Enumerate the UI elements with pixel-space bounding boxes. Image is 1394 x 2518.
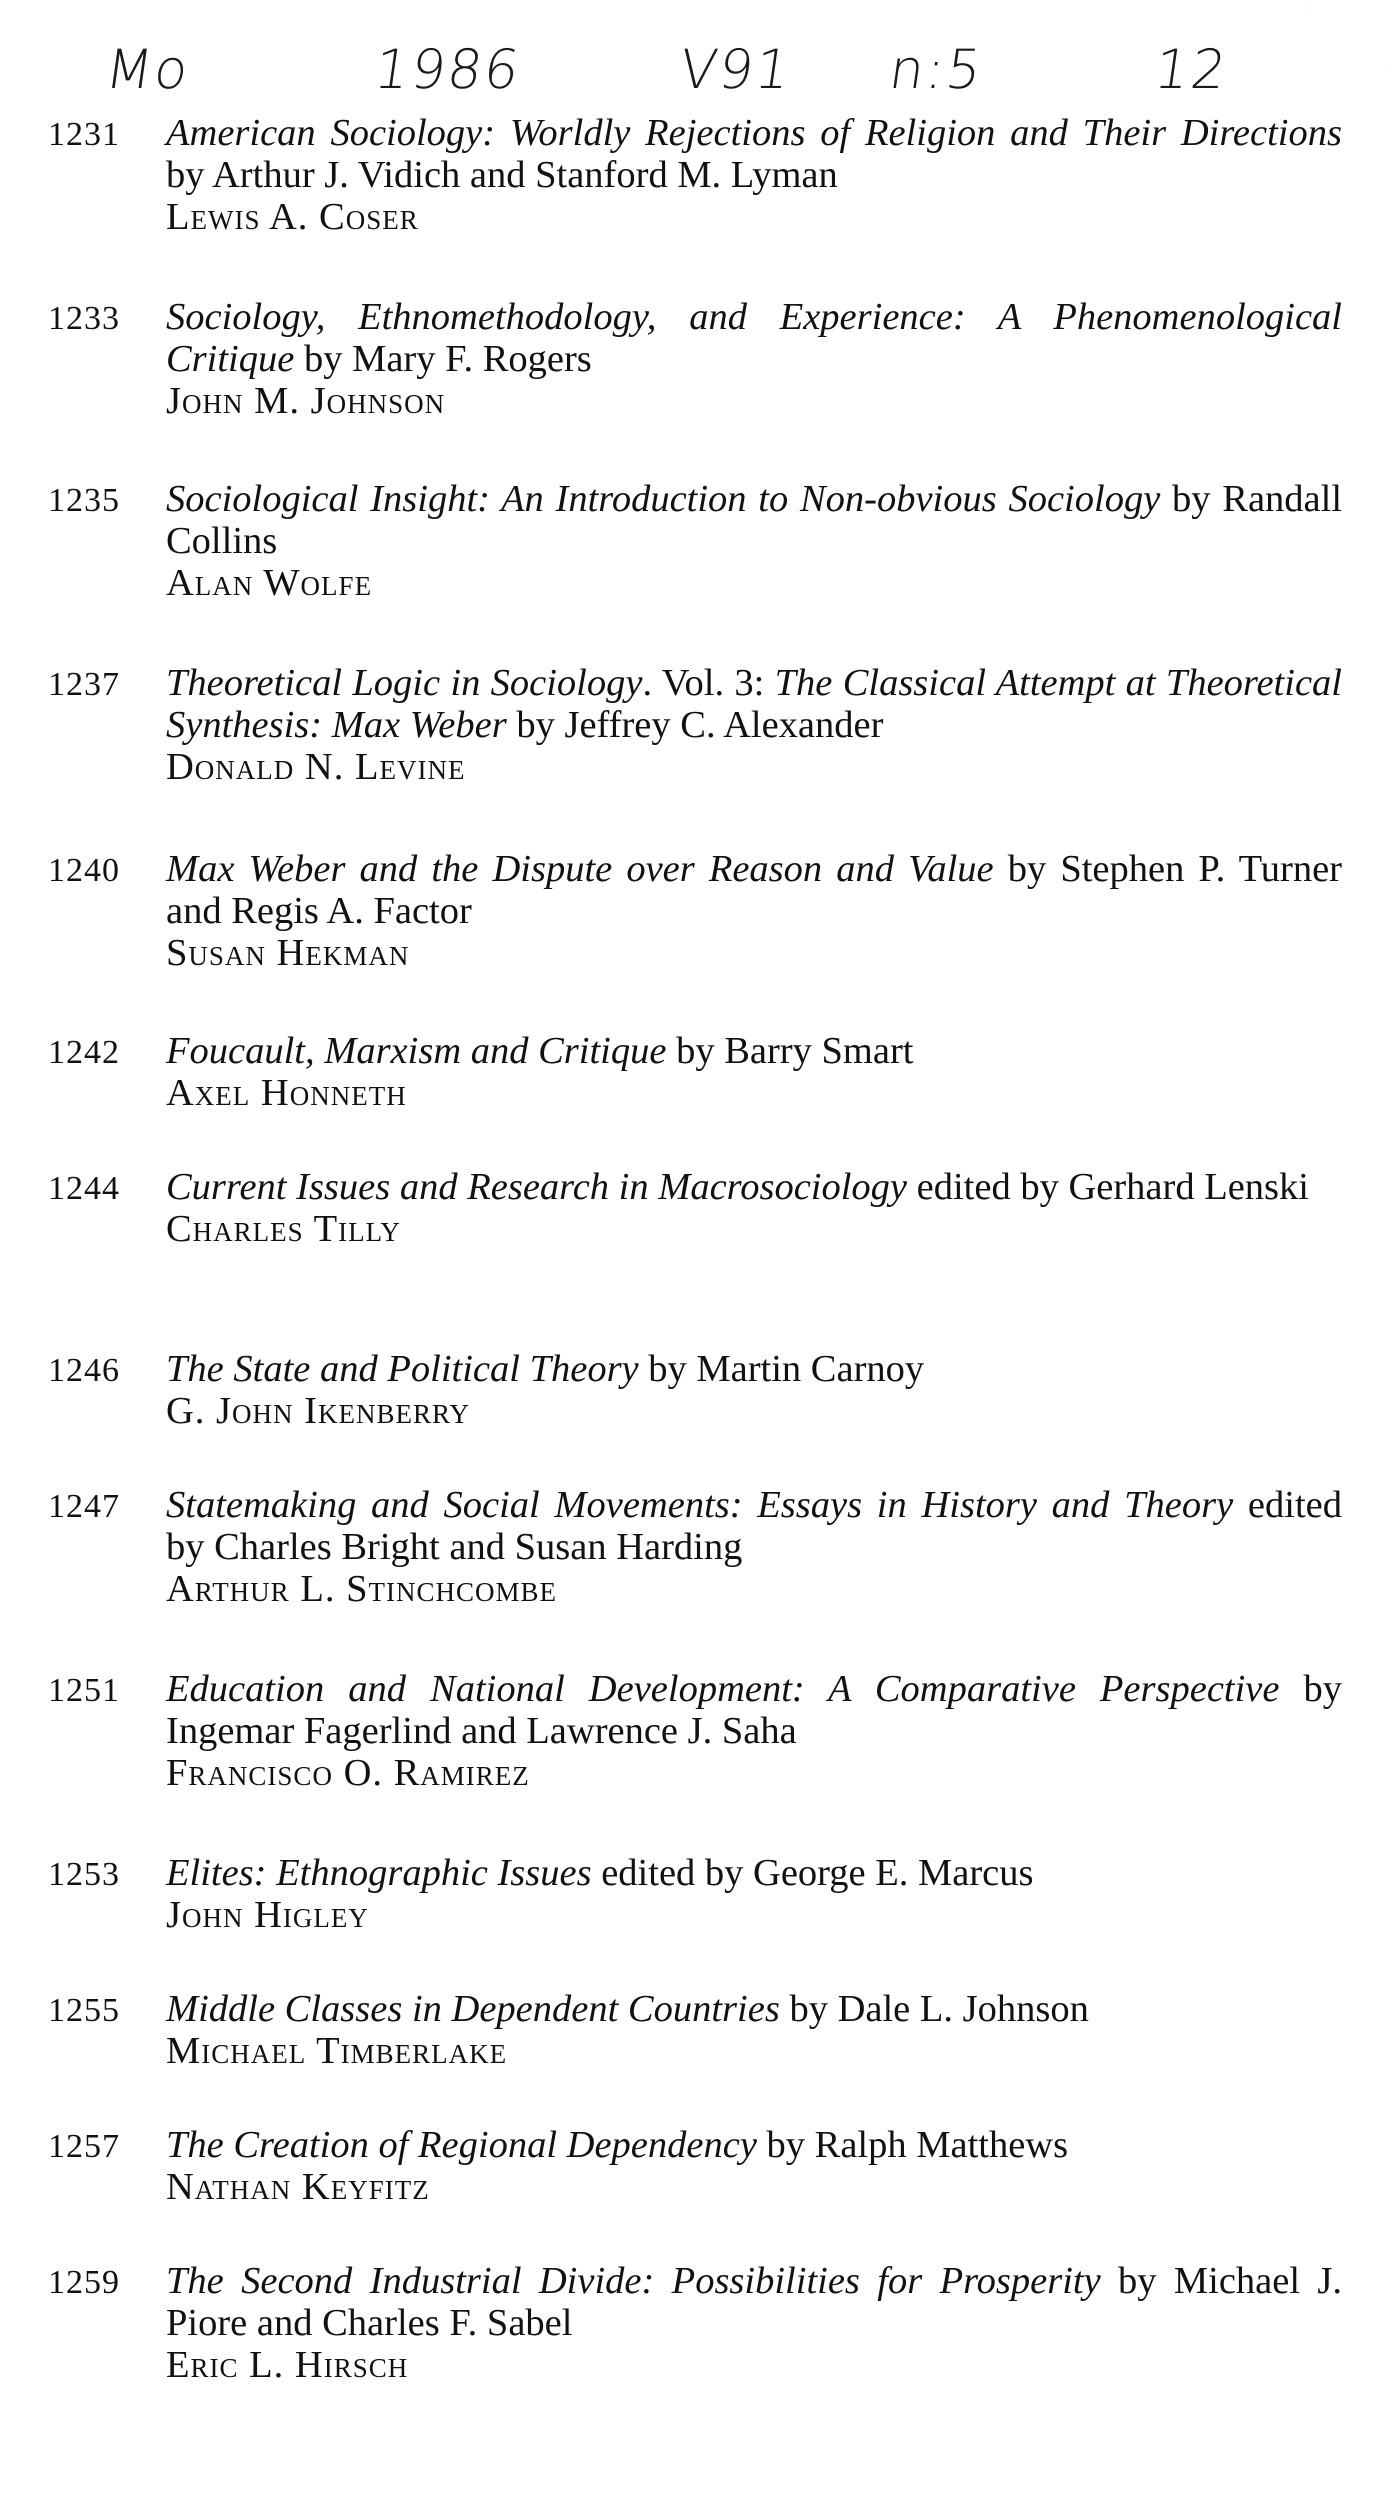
book-title: American Sociology: Worldly Rejections of Religion and Their Directions: [166, 112, 1342, 154]
entry-body: [166, 1348, 1342, 1432]
book-title: Sociological Insight: An Introduction to Non-obvious Sociology: [166, 478, 1161, 520]
page-number: 1255: [48, 1992, 120, 2029]
page-number: 1231: [48, 116, 120, 153]
book-authors: edited by George E. Marcus: [591, 1852, 1034, 1894]
page-number: 1244: [48, 1170, 120, 1207]
page-number: 1235: [48, 482, 120, 519]
page-number: 1242: [48, 1034, 120, 1071]
book-authors: by Martin Carnoy: [638, 1348, 925, 1390]
entry-body: [166, 478, 1342, 604]
book-authors: by Arthur J. Vidich and Stanford M. Lyman: [166, 154, 838, 196]
reviewer-name: Lewis A. Coser: [166, 196, 419, 238]
volume-note: . Vol. 3:: [642, 662, 775, 704]
reviewer-name: Francisco O. Ramirez: [166, 1752, 530, 1794]
book-authors: by Mary F. Rogers: [294, 338, 592, 380]
book-authors: by Stephen P. Turner and Regis A. Factor: [166, 848, 1342, 932]
entry-body: [166, 296, 1342, 422]
reviewer-name: Michael Timberlake: [166, 2030, 508, 2072]
entry-body: [166, 112, 1342, 238]
entry-body: [166, 1852, 1342, 1936]
reviewer-name: Alan Wolfe: [166, 562, 373, 604]
page-number: 1233: [48, 300, 120, 337]
handwritten-year: 1986: [370, 38, 525, 101]
page-number: 1253: [48, 1856, 120, 1893]
handwritten-volume: V91: [675, 38, 797, 101]
reviewer-name: Donald N. Levine: [166, 746, 466, 788]
book-title: The State and Political Theory: [166, 1348, 639, 1390]
book-title: Sociology, Ethnomethodology, and Experience: A Phenomenological Critique: [166, 296, 1342, 380]
entry-body: [166, 1988, 1342, 2072]
handwritten-mark: 12: [1150, 38, 1233, 101]
entry-body: [166, 1030, 1342, 1114]
reviewer-name: Nathan Keyfitz: [166, 2166, 430, 2208]
handwritten-annotation: [100, 18, 1300, 108]
reviewer-name: John Higley: [166, 1894, 369, 1936]
book-title: Education and National Development: A Comparative Perspective: [166, 1668, 1280, 1710]
book-authors: by Ralph Matthews: [756, 2124, 1069, 2166]
entry-body: [166, 1668, 1342, 1794]
reviewer-name: Charles Tilly: [166, 1208, 401, 1250]
page-number: 1247: [48, 1488, 120, 1525]
page-number: 1237: [48, 666, 120, 703]
book-authors: edited by Gerhard Lenski: [907, 1166, 1309, 1208]
book-title: Foucault, Marxism and Critique: [166, 1030, 667, 1072]
handwritten-number: n:5: [885, 38, 988, 101]
book-title: Elites: Ethnographic Issues: [166, 1852, 592, 1894]
book-title: The Creation of Regional Dependency: [166, 2124, 757, 2166]
page-number: 1240: [48, 852, 120, 889]
book-title-part: The Classical Attempt at Theoretical Synthesis: Max Weber: [166, 662, 1342, 746]
entry-body: [166, 662, 1342, 788]
reviewer-name: G. John Ikenberry: [166, 1390, 470, 1432]
reviewer-name: Arthur L. Stinchcombe: [166, 1568, 557, 1610]
entry-body: [166, 2124, 1342, 2208]
book-authors: by Barry Smart: [666, 1030, 914, 1072]
book-authors: by Dale L. Johnson: [779, 1988, 1089, 2030]
book-title: Current Issues and Research in Macrosociology: [166, 1166, 908, 1208]
book-authors: by Ingemar Fagerlind and Lawrence J. Saha: [166, 1668, 1343, 1752]
entry-body: [166, 1484, 1342, 1610]
entry-body: [166, 2260, 1342, 2386]
page-number: 1251: [48, 1672, 120, 1709]
book-authors: by Michael J. Piore and Charles F. Sabel: [166, 2260, 1342, 2344]
book-title: The Second Industrial Divide: Possibilities for Prosperity: [166, 2260, 1101, 2302]
reviewer-name: Axel Honneth: [166, 1072, 407, 1114]
page-number: 1257: [48, 2128, 120, 2165]
entry-body: [166, 848, 1342, 974]
page-corner-mark: [1303, 0, 1394, 74]
page-number: 1259: [48, 2264, 120, 2301]
reviewer-name: John M. Johnson: [166, 380, 446, 422]
book-title: Max Weber and the Dispute over Reason and Value: [166, 848, 994, 890]
entry-body: [166, 1166, 1342, 1250]
book-title-part: Theoretical Logic in Sociology: [166, 662, 643, 704]
book-authors: edited by Charles Bright and Susan Harding: [166, 1484, 1342, 1568]
book-title: Statemaking and Social Movements: Essays in History and Theory: [166, 1484, 1234, 1526]
reviewer-name: Eric L. Hirsch: [166, 2344, 409, 2386]
book-authors: by Randall Collins: [166, 478, 1343, 562]
page-number: 1246: [48, 1352, 120, 1389]
handwritten-journal: Mo: [101, 38, 195, 101]
book-authors: by Jeffrey C. Alexander: [506, 704, 884, 746]
book-title: Middle Classes in Dependent Countries: [166, 1988, 780, 2030]
reviewer-name: Susan Hekman: [166, 932, 410, 974]
